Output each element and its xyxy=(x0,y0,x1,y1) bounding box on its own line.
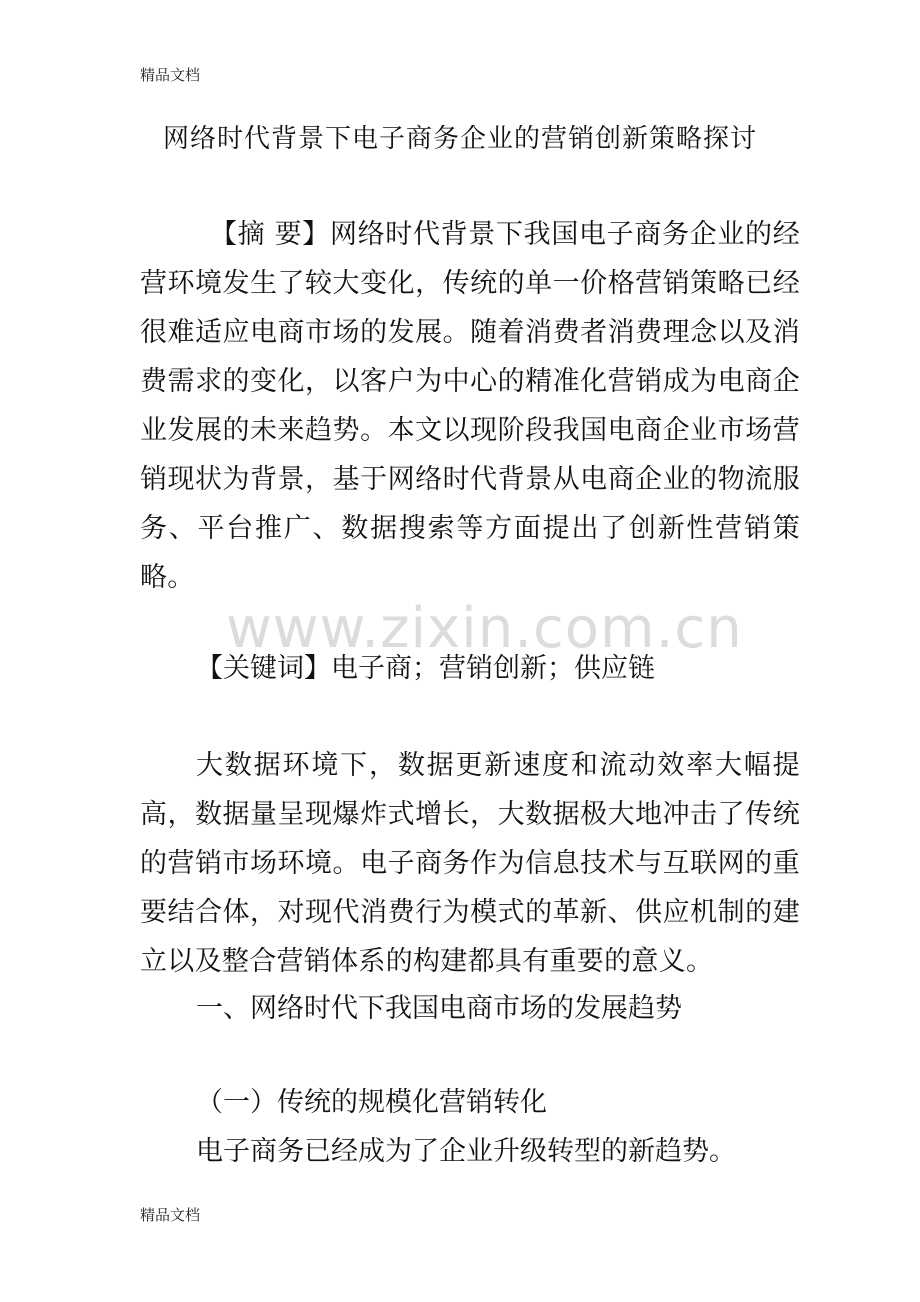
abstract-paragraph: 【摘 要】网络时代背景下我国电子商务企业的经营环境发生了较大变化，传统的单一价格营销策略已经很难适应电商市场的发展。随着消费者消费理念以及消费需求的变化，以客户为中心的精准化营销成为电商企业发展的未来趋势。本文以现阶段我国电商企业市场营销现状为背景，基于网络时代背景从电商企业的物流服务、平台推广、数据搜索等方面提出了创新性营销策略。 xyxy=(140,219,800,593)
footer-watermark-label: 精品文档 xyxy=(140,1206,201,1224)
header-watermark-label: 精品文档 xyxy=(140,66,201,84)
section-heading: 一、网络时代下我国电商市场的发展趋势 xyxy=(196,993,682,1024)
body-paragraph: 电子商务已经成为了企业升级转型的新趋势。 xyxy=(196,1136,736,1167)
site-watermark: www.zixin.com.cn xyxy=(226,596,743,661)
document-title: 网络时代背景下电子商务企业的营销创新策略探讨 xyxy=(162,124,757,154)
intro-paragraph: 大数据环境下，数据更新速度和流动效率大幅提高，数据量呈现爆炸式增长，大数据极大地冲击了传统的营销市场环境。电子商务作为信息技术与互联网的重要结合体，对现代消费行为模式的革新、供应机制的建立以及整合营销体系的构建都具有重要的意义。 xyxy=(140,750,800,977)
keywords-line: 【关键词】电子商；营销创新；供应链 xyxy=(196,653,655,684)
subsection-heading: （一）传统的规模化营销转化 xyxy=(196,1087,547,1118)
